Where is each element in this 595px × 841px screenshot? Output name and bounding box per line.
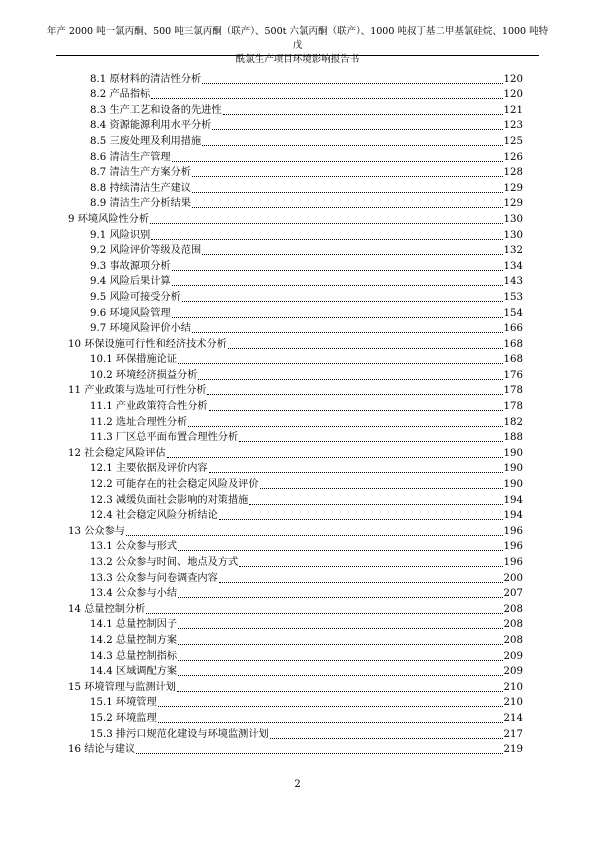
toc-entry[interactable] — [68, 351, 523, 367]
toc-dot-leader — [151, 238, 502, 240]
toc-dot-leader — [167, 456, 503, 458]
toc-entry-title: 12.1 主要依据及评价内容 — [90, 463, 208, 475]
toc-entry-page: 129 — [503, 182, 523, 194]
toc-dot-leader — [182, 300, 503, 302]
toc-entry-page: 200 — [503, 572, 523, 584]
toc-dot-leader — [172, 160, 503, 162]
toc-entry-title: 13.4 公众参与小结 — [90, 588, 178, 600]
toc-entry[interactable] — [68, 491, 523, 507]
toc-dot-leader — [172, 316, 503, 318]
page-header — [46, 25, 549, 67]
toc-entry-page: 207 — [503, 588, 523, 600]
toc-entry-page: 129 — [503, 198, 523, 210]
toc-entry[interactable] — [68, 366, 523, 382]
toc-entry-title: 14.2 总量控制方案 — [90, 634, 178, 646]
toc-entry-title: 12.2 可能存在的社会稳定风险及评价 — [90, 479, 259, 491]
toc-entry-page: 143 — [503, 276, 523, 288]
toc-entry[interactable] — [68, 257, 523, 273]
toc-dot-leader — [178, 643, 503, 645]
toc-entry-title: 14.4 区域调配方案 — [90, 666, 178, 678]
toc-entry-title: 15 环境管理与监测计划 — [68, 681, 176, 693]
toc-entry-title: 13.2 公众参与时间、地点及方式 — [90, 557, 239, 568]
toc-entry-title: 8.5 三废处理及利用措施 — [90, 135, 202, 147]
toc-dot-leader — [177, 690, 503, 692]
toc-entry[interactable] — [68, 429, 523, 445]
toc-dot-leader — [260, 487, 503, 489]
toc-dot-leader — [188, 425, 502, 427]
toc-entry-page: 210 — [503, 681, 523, 693]
toc-entry-title: 9.5 风险可接受分析 — [90, 291, 181, 303]
toc-dot-leader — [223, 113, 503, 115]
toc-entry[interactable] — [68, 460, 523, 476]
toc-dot-leader — [158, 721, 503, 723]
header-divider — [56, 55, 539, 56]
toc-entry-title: 9.2 风险评价等级及范围 — [90, 245, 202, 257]
toc-entry-title: 12.3 减缓负面社会影响的对策措施 — [90, 494, 249, 506]
toc-entry[interactable] — [68, 179, 523, 195]
toc-dot-leader — [151, 97, 502, 99]
toc-entry-title: 14.1 总量控制因子 — [90, 619, 178, 631]
toc-dot-leader — [219, 581, 503, 583]
toc-entry-title: 8.7 清洁生产方案分析 — [90, 167, 191, 179]
toc-entry[interactable] — [68, 616, 523, 632]
toc-dot-leader — [239, 440, 502, 442]
toc-dot-leader — [202, 253, 502, 255]
toc-entry-title: 16 结论与建议 — [68, 744, 136, 756]
toc-entry-title: 14.3 总量控制指标 — [90, 650, 178, 662]
toc-entry-page: 120 — [503, 89, 523, 101]
toc-entry-page: 210 — [503, 697, 523, 709]
toc-entry[interactable] — [68, 647, 523, 663]
toc-entry-title: 13.3 公众参与问卷调查内容 — [90, 572, 218, 584]
toc-entry[interactable] — [68, 444, 523, 460]
toc-dot-leader — [172, 269, 503, 271]
toc-dot-leader — [249, 503, 502, 505]
toc-dot-leader — [172, 284, 503, 286]
toc-dot-leader — [202, 144, 502, 146]
toc-entry[interactable] — [68, 86, 523, 102]
toc-entry-page: 121 — [503, 104, 523, 116]
toc-dot-leader — [198, 378, 502, 380]
toc-entry[interactable] — [68, 320, 523, 336]
toc-entry[interactable] — [68, 663, 523, 679]
toc-entry-page: 178 — [503, 385, 523, 397]
toc-entry[interactable] — [68, 507, 523, 523]
toc-entry[interactable] — [68, 538, 523, 554]
toc-entry-title: 8.6 清洁生产管理 — [90, 151, 171, 163]
toc-entry-page: 196 — [503, 541, 523, 553]
toc-entry-title: 8.4 资源能源利用水平分析 — [90, 120, 212, 132]
toc-entry[interactable] — [68, 226, 523, 242]
toc-entry[interactable] — [68, 164, 523, 180]
toc-entry-page: 194 — [503, 510, 523, 522]
toc-dot-leader — [270, 737, 503, 739]
toc-dot-leader — [239, 565, 502, 567]
toc-entry-page: 190 — [503, 479, 523, 491]
header-title-line-2: 酰氯生产项目环境影响报告书 — [235, 54, 360, 65]
toc-entry-title: 8.2 产品指标 — [90, 89, 151, 101]
toc-entry[interactable] — [68, 382, 523, 398]
toc-entry-page: 219 — [503, 744, 523, 756]
toc-entry-title: 15.1 环境管理 — [90, 697, 157, 709]
toc-entry[interactable] — [68, 600, 523, 616]
toc-entry-title: 8.1 原材料的清洁性分析 — [90, 73, 202, 85]
toc-entry-page: 166 — [503, 323, 523, 335]
toc-entry-page: 128 — [503, 167, 523, 179]
toc-entry-page: 209 — [503, 650, 523, 662]
toc-entry[interactable] — [68, 553, 523, 569]
toc-entry[interactable] — [68, 273, 523, 289]
toc-entry[interactable] — [68, 70, 523, 86]
toc-dot-leader — [212, 128, 502, 130]
toc-dot-leader — [178, 627, 503, 629]
toc-entry[interactable] — [68, 475, 523, 491]
toc-dot-leader — [178, 596, 503, 598]
toc-entry[interactable] — [68, 288, 523, 304]
toc-entry-title: 8.3 生产工艺和设备的先进性 — [90, 104, 222, 116]
toc-dot-leader — [209, 409, 503, 411]
toc-entry-page: 176 — [503, 369, 523, 381]
toc-dot-leader — [158, 705, 503, 707]
toc-dot-leader — [202, 82, 502, 84]
toc-dot-leader — [192, 206, 503, 208]
toc-entry[interactable] — [68, 210, 523, 226]
header-title-line-1: 年产 2000 吨一氯丙酮、500 吨三氯丙酮（联产）、500t 六氯丙酮（联产）、1000 吨叔丁基二甲基氯硅烷、1000 吨特戊 — [46, 26, 549, 51]
toc-dot-leader — [178, 549, 503, 551]
toc-entry[interactable] — [68, 678, 523, 694]
toc-entry-title: 15.3 排污口规范化建设与环境监测计划 — [90, 728, 269, 740]
toc-entry-title: 9 环境风险性分析 — [68, 213, 150, 225]
toc-dot-leader — [192, 191, 503, 193]
toc-entry-title: 12 社会稳定风险评估 — [68, 447, 166, 459]
toc-dot-leader — [150, 222, 503, 224]
toc-dot-leader — [207, 393, 502, 395]
toc-entry-page: 196 — [503, 557, 523, 568]
toc-entry-page: 132 — [503, 245, 523, 257]
toc-entry[interactable] — [68, 397, 523, 413]
toc-dot-leader — [209, 471, 503, 473]
toc-entry-page: 182 — [503, 416, 523, 428]
toc-entry-page: 125 — [503, 135, 523, 147]
toc-entry-title: 8.8 持续清洁生产建议 — [90, 182, 191, 194]
toc-entry-page: 178 — [503, 401, 523, 413]
toc-entry[interactable] — [68, 569, 523, 585]
toc-entry[interactable] — [68, 725, 523, 741]
toc-entry-page: 168 — [503, 354, 523, 366]
toc-entry-page: 153 — [503, 291, 523, 303]
toc-entry-page: 126 — [503, 151, 523, 163]
toc-entry-page: 214 — [503, 712, 523, 724]
toc-entry-page: 120 — [503, 73, 523, 85]
toc-entry[interactable] — [68, 304, 523, 320]
toc-entry[interactable] — [68, 741, 523, 757]
toc-entry-page: 208 — [503, 634, 523, 646]
toc-entry-page: 188 — [503, 432, 523, 444]
toc-dot-leader — [146, 612, 502, 614]
toc-entry-title: 10.1 环保措施论证 — [90, 354, 178, 366]
toc-entry-title: 9.7 环境风险评价小结 — [90, 323, 191, 335]
page-number: 2 — [294, 779, 301, 790]
toc-dot-leader — [178, 674, 503, 676]
toc-entry-title: 10.2 环境经济损益分析 — [90, 369, 198, 381]
toc-entry[interactable] — [68, 195, 523, 211]
toc-entry-page: 208 — [503, 603, 523, 615]
toc-entry-title: 9.6 环境风险管理 — [90, 307, 171, 319]
toc-entry[interactable] — [68, 242, 523, 258]
toc-entry-page: 217 — [503, 728, 523, 740]
toc-entry-title: 8.9 清洁生产分析结果 — [90, 198, 191, 210]
toc-dot-leader — [178, 659, 503, 661]
toc-entry-title: 11.2 选址合理性分析 — [90, 416, 188, 428]
toc-dot-leader — [136, 752, 502, 754]
toc-entry-title: 11.3 厂区总平面布置合理性分析 — [90, 432, 239, 444]
toc-dot-leader — [192, 331, 503, 333]
toc-entry-page: 190 — [503, 447, 523, 459]
toc-entry[interactable] — [68, 585, 523, 601]
toc-entry-page: 208 — [503, 619, 523, 631]
toc-entry-page: 134 — [503, 260, 523, 272]
toc-entry[interactable] — [68, 413, 523, 429]
toc-dot-leader — [228, 347, 503, 349]
toc-entry-page: 154 — [503, 307, 523, 319]
toc-entry[interactable] — [68, 694, 523, 710]
toc-entry-page: 123 — [503, 120, 523, 132]
toc-entry-title: 13.1 公众参与形式 — [90, 541, 178, 553]
toc-entry-title: 10 环保设施可行性和经济技术分析 — [68, 338, 227, 350]
toc-entry-title: 13 公众参与 — [68, 525, 125, 537]
toc-entry-title: 11 产业政策与选址可行性分析 — [68, 385, 207, 397]
toc-entry[interactable] — [68, 709, 523, 725]
toc-entry-title: 14 总量控制分析 — [68, 603, 146, 615]
toc-entry-title: 12.4 社会稳定风险分析结论 — [90, 510, 218, 522]
toc-dot-leader — [219, 518, 503, 520]
toc-entry-page: 168 — [503, 338, 523, 350]
toc-entry[interactable] — [68, 132, 523, 148]
toc-dot-leader — [178, 362, 503, 364]
toc-entry[interactable] — [68, 335, 523, 351]
toc-entry-page: 194 — [503, 494, 523, 506]
toc-entry-page: 130 — [503, 213, 523, 225]
toc-entry-title: 15.2 环境监理 — [90, 712, 157, 724]
table-of-contents — [68, 70, 523, 756]
toc-entry-title: 9.1 风险识别 — [90, 229, 151, 241]
toc-entry-page: 130 — [503, 229, 523, 241]
toc-entry[interactable] — [68, 117, 523, 133]
toc-entry-page: 190 — [503, 463, 523, 475]
toc-entry[interactable] — [68, 101, 523, 117]
toc-entry[interactable] — [68, 148, 523, 164]
toc-dot-leader — [126, 534, 503, 536]
toc-entry[interactable] — [68, 631, 523, 647]
toc-entry[interactable] — [68, 522, 523, 538]
toc-dot-leader — [192, 175, 503, 177]
toc-entry-page: 209 — [503, 666, 523, 678]
toc-entry-page: 196 — [503, 525, 523, 537]
toc-entry-title: 9.4 风险后果计算 — [90, 276, 171, 288]
toc-entry-title: 11.1 产业政策符合性分析 — [90, 401, 208, 413]
toc-entry-title: 9.3 事故源项分析 — [90, 260, 171, 272]
